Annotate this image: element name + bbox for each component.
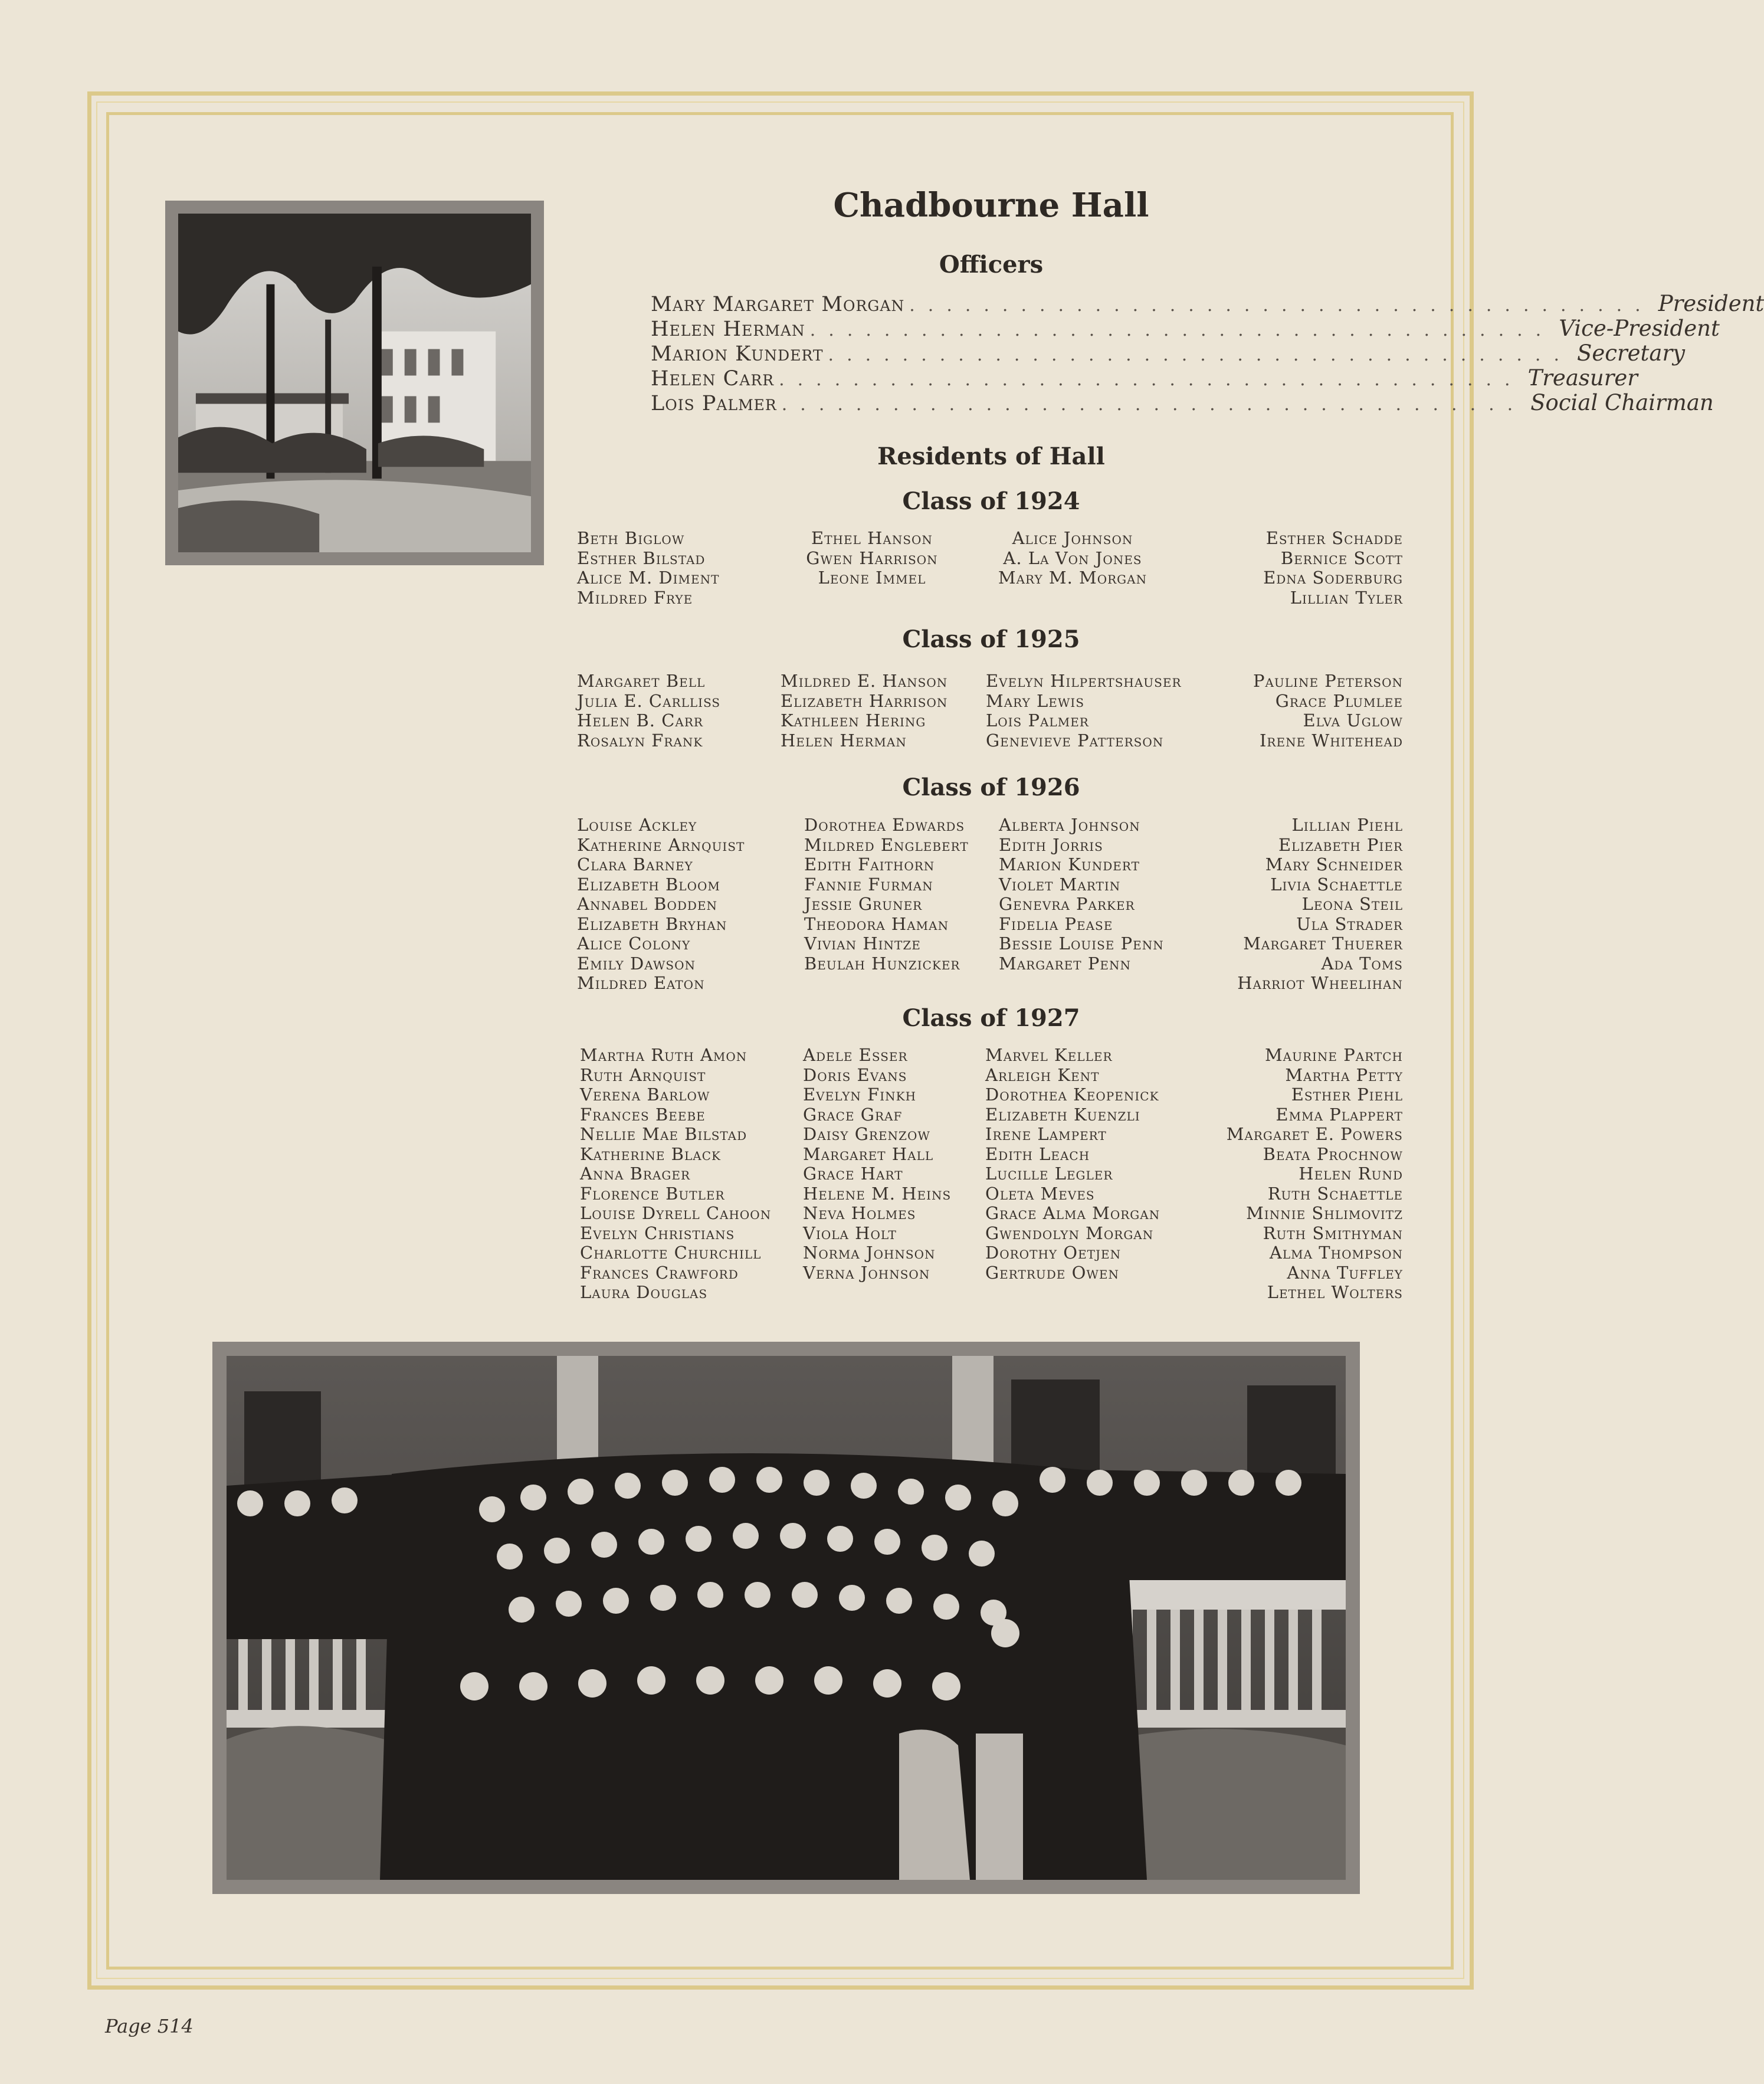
resident-name: Mildred Eaton <box>577 973 705 993</box>
resident-name: Ada Toms <box>1321 953 1403 974</box>
officer-row <box>651 291 1764 316</box>
resident-name: Rosalyn Frank <box>577 730 703 751</box>
resident-name: Genevra Parker <box>999 894 1135 914</box>
resident-name: Margaret Bell <box>577 671 706 691</box>
resident-name: Fidelia Pease <box>999 913 1113 934</box>
resident-name: Grace Alma Morgan <box>985 1203 1160 1223</box>
roster-column <box>1167 529 1403 608</box>
resident-name: Genevieve Patterson <box>986 730 1164 751</box>
resident-name: Beth Biglow <box>577 528 685 548</box>
resident-name: Katherine Black <box>580 1143 721 1164</box>
dot-leader: ........................................ <box>909 295 1654 316</box>
roster-column <box>577 529 719 608</box>
roster-column <box>781 671 947 751</box>
resident-name: Emma Plappert <box>1276 1104 1403 1125</box>
resident-name: Norma Johnson <box>803 1243 936 1263</box>
resident-name: Edna Soderburg <box>1263 568 1403 588</box>
resident-name: Neva Holmes <box>803 1203 916 1223</box>
resident-name: Laura Douglas <box>580 1282 708 1302</box>
officer-name: Marion Kundert <box>651 342 824 366</box>
resident-name: Jessie Gruner <box>804 894 923 914</box>
roster-column <box>577 815 745 994</box>
officer-name: Mary Margaret Morgan <box>651 293 905 316</box>
class-1926-roster <box>577 815 1403 1004</box>
resident-name: Elizabeth Bryhan <box>577 913 727 934</box>
resident-name: Bernice Scott <box>1280 548 1403 568</box>
resident-name: Lois Palmer <box>986 710 1089 730</box>
resident-name: Anna Tuffley <box>1287 1262 1403 1283</box>
resident-name: Alice M. Diment <box>577 568 720 588</box>
resident-name: Emily Dawson <box>577 953 696 974</box>
resident-name: Maurine Partch <box>1264 1045 1403 1065</box>
hall-building-photo <box>165 201 544 565</box>
resident-name: Helen Herman <box>781 730 907 751</box>
resident-name: Margaret Penn <box>999 953 1131 974</box>
roster-column <box>577 671 720 751</box>
page-title: Chadbourne Hall <box>833 186 1149 225</box>
resident-name: Helen B. Carr <box>577 710 703 730</box>
officer-row <box>651 340 1686 366</box>
resident-name: Evelyn Christians <box>580 1223 735 1243</box>
resident-name: Mildred Frye <box>577 587 693 608</box>
resident-name: Annabel Bodden <box>577 894 718 914</box>
resident-name: Irene Whitehead <box>1259 730 1403 751</box>
roster-column <box>1167 1046 1403 1303</box>
resident-name: Lillian Piehl <box>1291 815 1403 835</box>
resident-name: Beata Prochnow <box>1263 1143 1403 1164</box>
resident-name: Florence Butler <box>580 1183 725 1204</box>
officer-role: Social Chairman <box>1530 390 1714 415</box>
resident-name: Evelyn Finkh <box>803 1084 917 1105</box>
resident-name: Leone Immel <box>818 568 926 588</box>
resident-name: Ethel Hanson <box>811 528 933 548</box>
resident-name: Gwendolyn Morgan <box>985 1223 1154 1243</box>
resident-name: Dorothea Edwards <box>804 815 965 835</box>
resident-name: Dorothy Oetjen <box>985 1243 1122 1263</box>
officer-name: Lois Palmer <box>651 392 777 415</box>
resident-name: Daisy Grenzow <box>803 1124 930 1144</box>
resident-name: Katherine Arnquist <box>577 834 745 855</box>
resident-name: Fannie Furman <box>804 874 933 894</box>
resident-name: Adele Esser <box>803 1045 908 1065</box>
resident-name: Esther Schadde <box>1265 528 1403 548</box>
class-heading: Class of 1924 <box>902 487 1080 515</box>
roster-column <box>999 815 1164 974</box>
resident-name: Gertrude Owen <box>985 1262 1120 1283</box>
resident-name: Louise Ackley <box>577 815 697 835</box>
class-1924-roster <box>577 529 1403 647</box>
class-heading: Class of 1925 <box>902 625 1080 653</box>
roster-column <box>981 529 1164 588</box>
resident-name: Lillian Tyler <box>1290 587 1403 608</box>
resident-name: Elizabeth Harrison <box>781 690 948 711</box>
resident-name: Clara Barney <box>577 854 693 874</box>
resident-name: Martha Petty <box>1285 1064 1403 1085</box>
resident-name: Pauline Peterson <box>1252 671 1403 691</box>
resident-name: Leona Steil <box>1301 894 1403 914</box>
resident-name: Ula Strader <box>1296 913 1403 934</box>
roster-column <box>778 529 966 588</box>
roster-column <box>804 815 969 974</box>
resident-name: Elva Uglow <box>1303 710 1403 730</box>
resident-name: Violet Martin <box>999 874 1121 894</box>
resident-name: Harriot Wheelihan <box>1237 973 1403 993</box>
resident-name: Irene Lampert <box>985 1124 1107 1144</box>
officer-name: Helen Herman <box>651 317 805 341</box>
dot-leader: ........................................ <box>828 345 1572 365</box>
residents-heading: Residents of Hall <box>877 443 1105 470</box>
resident-name: Nellie Mae Bilstad <box>580 1124 747 1144</box>
page-number: Page 514 <box>105 2015 194 2037</box>
resident-name: Margaret E. Powers <box>1226 1124 1403 1144</box>
resident-name: Lethel Wolters <box>1267 1282 1403 1302</box>
resident-name: Viola Holt <box>803 1223 897 1243</box>
resident-name: Ruth Arnquist <box>580 1064 706 1085</box>
resident-name: Helene M. Heins <box>803 1183 952 1204</box>
resident-name: Frances Crawford <box>580 1262 739 1283</box>
resident-name: Martha Ruth Amon <box>580 1045 747 1065</box>
officer-row <box>651 390 1714 415</box>
resident-name: A. La Von Jones <box>1003 548 1142 568</box>
resident-name: Dorothea Keopenick <box>985 1084 1159 1105</box>
resident-name: Minnie Shlimovitz <box>1246 1203 1403 1223</box>
resident-name: Elizabeth Kuenzli <box>985 1104 1140 1125</box>
resident-name: Mary M. Morgan <box>998 568 1147 588</box>
officer-row <box>651 365 1638 391</box>
roster-column <box>580 1046 771 1303</box>
resident-name: Marion Kundert <box>999 854 1140 874</box>
resident-name: Evelyn Hilpertshauser <box>986 671 1182 691</box>
resident-name: Edith Jorris <box>999 834 1103 855</box>
resident-name: Ruth Smithyman <box>1263 1223 1403 1243</box>
resident-name: Arleigh Kent <box>985 1064 1100 1085</box>
officer-name: Helen Carr <box>651 367 775 391</box>
resident-name: Verena Barlow <box>580 1084 710 1105</box>
officer-role: President <box>1658 291 1764 316</box>
resident-name: Grace Hart <box>803 1164 903 1184</box>
resident-name: Esther Piehl <box>1291 1084 1403 1105</box>
resident-name: Alice Colony <box>577 933 691 953</box>
class-heading: Class of 1927 <box>902 1004 1080 1032</box>
resident-name: Margaret Hall <box>803 1143 934 1164</box>
resident-name: Elizabeth Pier <box>1278 834 1403 855</box>
resident-name: Grace Graf <box>803 1104 903 1125</box>
resident-name: Alma Thompson <box>1269 1243 1403 1263</box>
dot-leader: ........................................ <box>809 320 1555 340</box>
officer-role: Vice-President <box>1559 316 1720 341</box>
resident-name: Edith Faithorn <box>804 854 935 874</box>
officer-role: Secretary <box>1576 340 1686 366</box>
resident-name: Bessie Louise Penn <box>999 933 1164 953</box>
resident-name: Livia Schaettle <box>1270 874 1403 894</box>
resident-name: Mildred Englebert <box>804 834 969 855</box>
resident-name: Marvel Keller <box>985 1045 1113 1065</box>
resident-name: Verna Johnson <box>803 1262 930 1283</box>
resident-name: Esther Bilstad <box>577 548 706 568</box>
resident-name: Theodora Haman <box>804 913 949 934</box>
resident-name: Beulah Hunzicker <box>804 953 960 974</box>
resident-name: Edith Leach <box>985 1143 1090 1164</box>
resident-name: Louise Dyrell Cahoon <box>580 1203 772 1223</box>
resident-name: Alberta Johnson <box>999 815 1140 835</box>
resident-name: Lucille Legler <box>985 1164 1113 1184</box>
resident-name: Charlotte Churchill <box>580 1243 762 1263</box>
resident-name: Oleta Meves <box>985 1183 1095 1204</box>
roster-column <box>986 671 1182 751</box>
class-1927-roster <box>577 1046 1403 1305</box>
resident-name: Anna Brager <box>580 1164 691 1184</box>
officer-row <box>651 316 1720 341</box>
resident-name: Margaret Thuerer <box>1243 933 1403 953</box>
resident-name: Grace Plumlee <box>1275 690 1403 711</box>
resident-name: Elizabeth Bloom <box>577 874 720 894</box>
roster-column <box>1167 815 1403 994</box>
resident-name: Alice Johnson <box>1012 528 1133 548</box>
officers-list <box>651 291 1764 415</box>
class-1925-roster <box>577 671 1403 789</box>
resident-name: Doris Evans <box>803 1064 907 1085</box>
dot-leader: ........................................ <box>779 369 1523 390</box>
roster-column <box>985 1046 1160 1283</box>
officers-heading: Officers <box>939 251 1044 278</box>
resident-name: Mildred E. Hanson <box>781 671 948 691</box>
resident-name: Mary Lewis <box>986 690 1085 711</box>
resident-name: Ruth Schaettle <box>1267 1183 1403 1204</box>
dot-leader: ........................................ <box>781 394 1526 415</box>
resident-name: Frances Beebe <box>580 1104 706 1125</box>
class-heading: Class of 1926 <box>902 774 1080 801</box>
resident-name: Julia E. Carlliss <box>577 690 721 711</box>
resident-name: Kathleen Hering <box>781 710 926 730</box>
resident-name: Mary Schneider <box>1265 854 1403 874</box>
residents-group-photo <box>212 1342 1360 1894</box>
resident-name: Gwen Harrison <box>806 548 938 568</box>
resident-name: Helen Rund <box>1299 1164 1403 1184</box>
resident-name: Vivian Hintze <box>804 933 921 953</box>
officer-role: Treasurer <box>1527 365 1638 391</box>
roster-column <box>1167 671 1403 751</box>
roster-column <box>803 1046 951 1283</box>
